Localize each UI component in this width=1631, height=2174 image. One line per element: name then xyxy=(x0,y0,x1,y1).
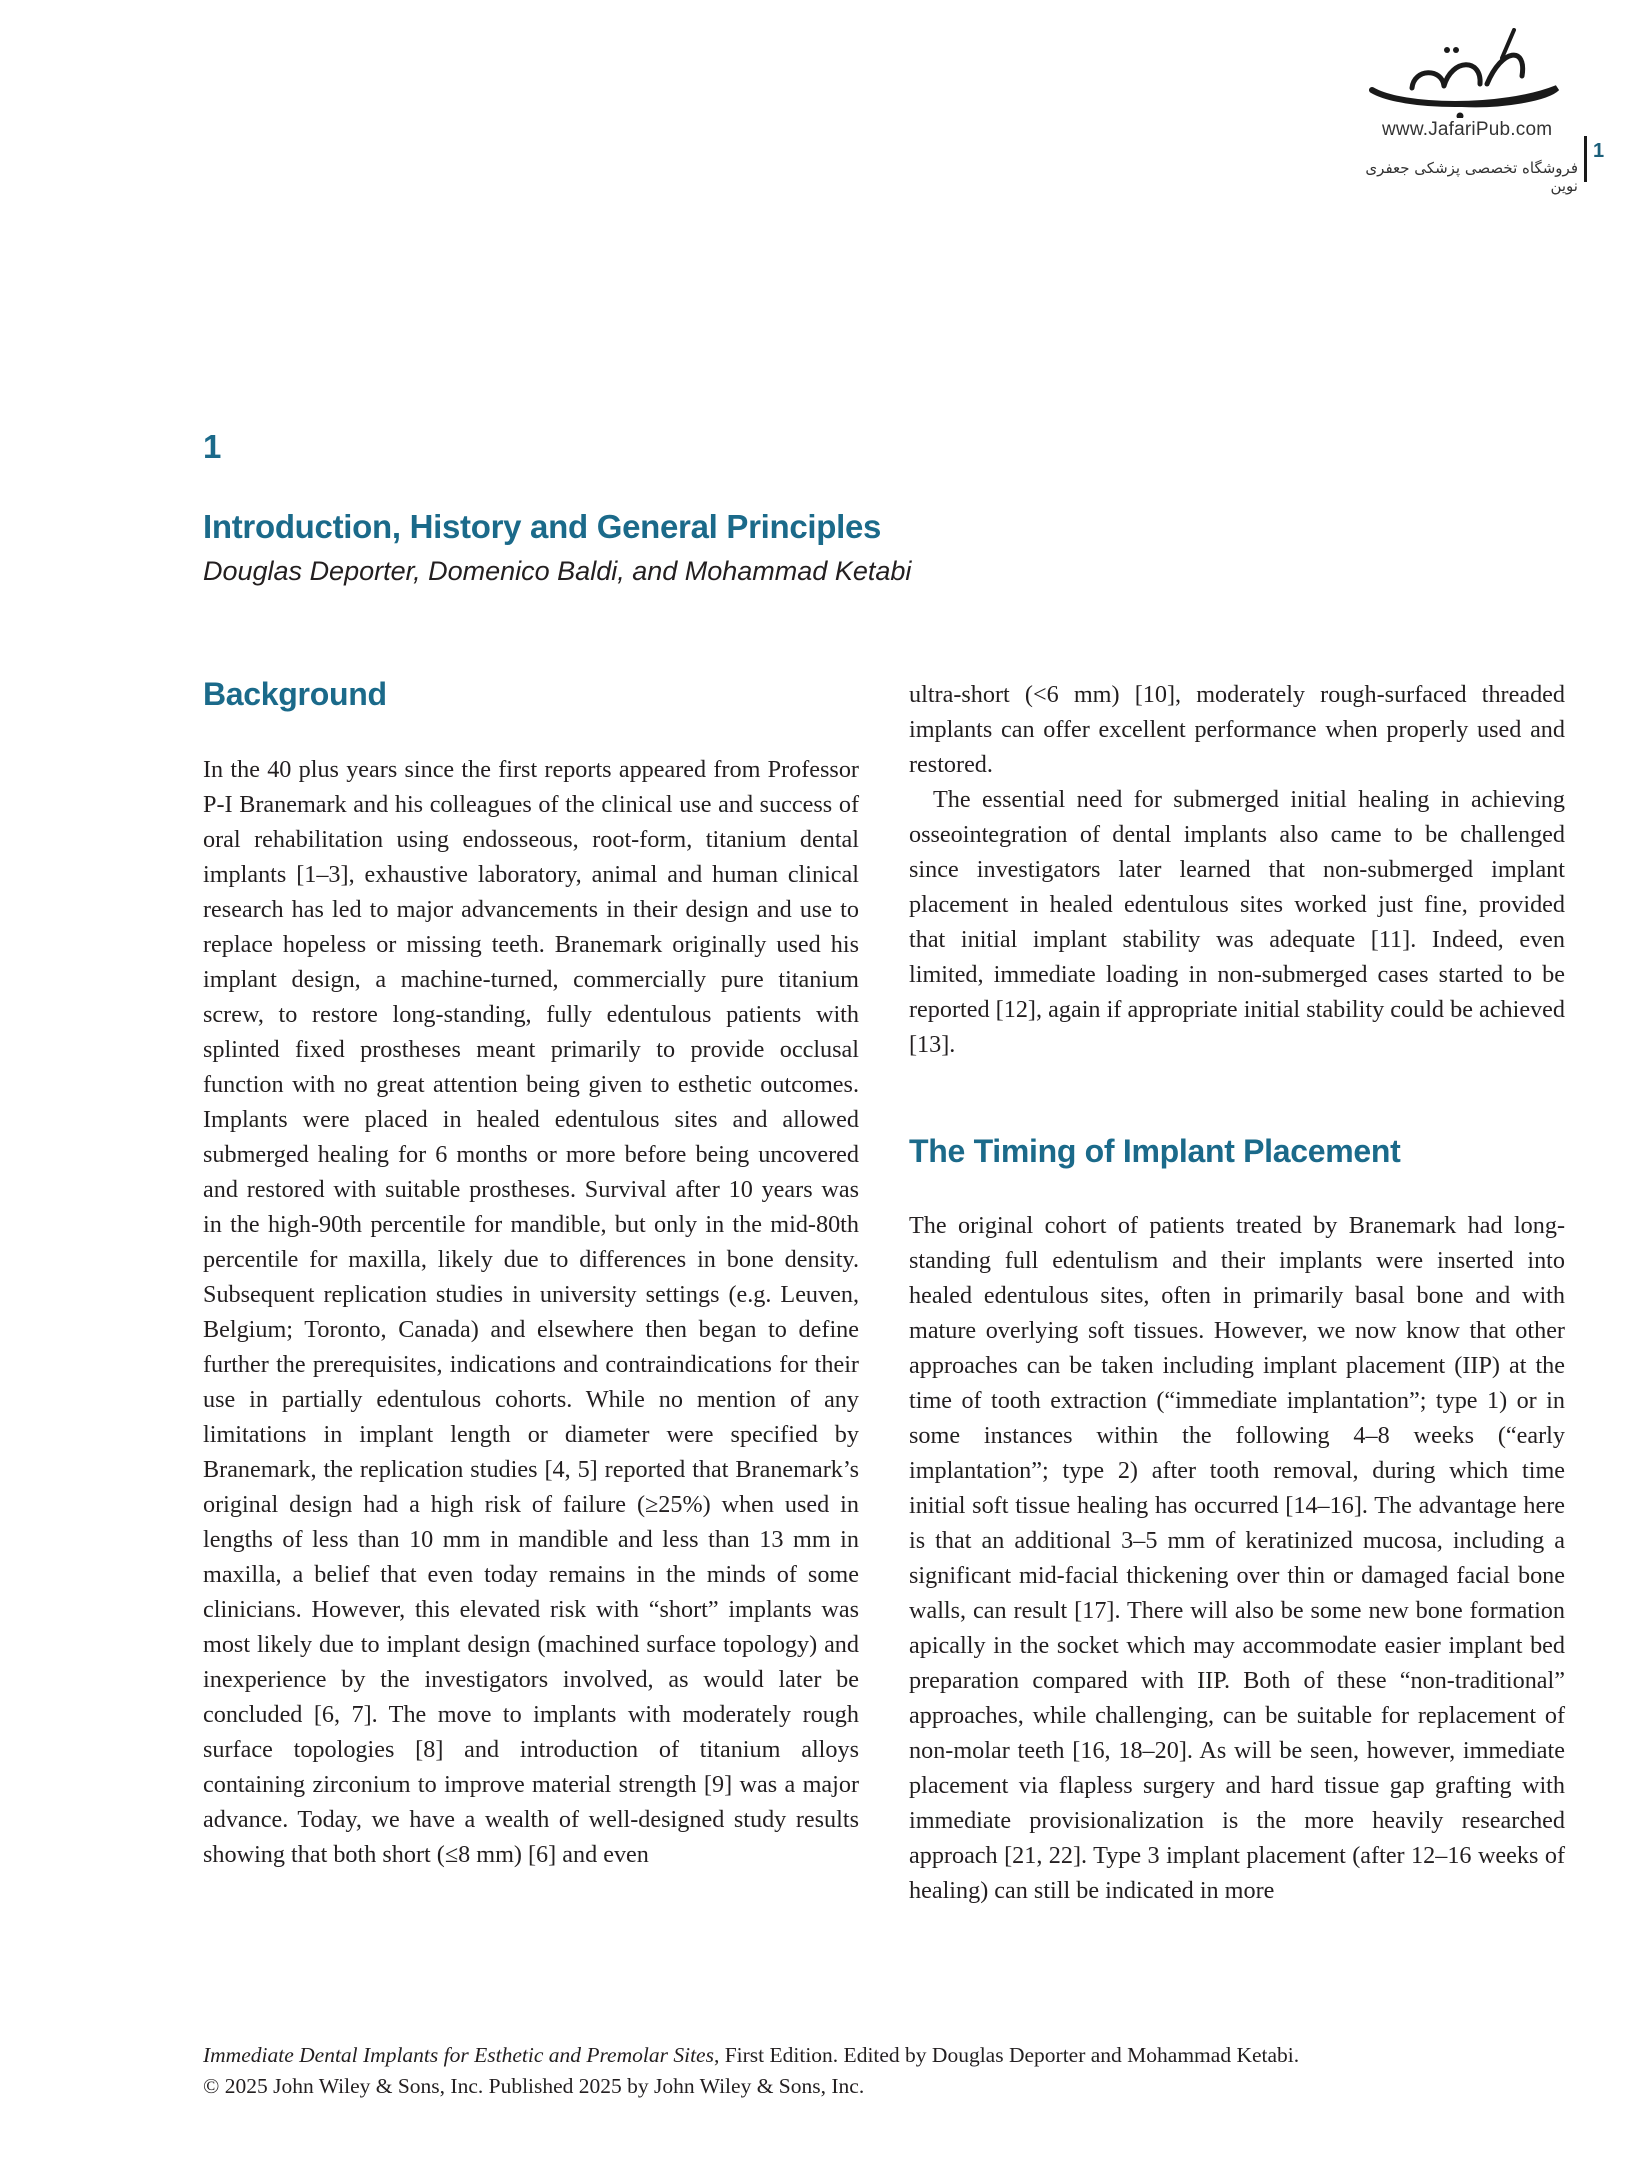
footer-line-1 xyxy=(203,2040,1299,2071)
left-column xyxy=(203,752,859,1872)
section-heading-timing: The Timing of Implant Placement xyxy=(909,1133,1401,1169)
chapter-title: Introduction, History and General Principles xyxy=(203,508,882,545)
calligraphy-logo-icon xyxy=(1352,28,1580,118)
paragraph: The original cohort of patients treated by Branemark had long-standing full edentulism and their implants were inserted into healed edentulous sites, often in primarily basal bone and with mature overlying soft tissues. However, we now know that other approaches can be taken including implant placement (IIP) at the time of tooth extraction (“immediate implantation”; type 1) or in some instances within the following 4–8 weeks (“early implantation”; type 2) after tooth removal, during which time initial soft tissue healing has occurred [14–16]. The advantage here is that an additional 3–5 mm of keratinized mucosa, including a significant mid-facial thickening over thin or damaged facial bone walls, can result [17]. There will also be some new bone formation apically in the socket which may accommodate easier implant bed preparation compared with IIP. Both of these “non-traditional” approaches, while challenging, can be suitable for replacement of non-molar teeth [16, 18–20]. As will be seen, however, immediate placement via flapless surgery and hard tissue gap grafting with immediate provisionalization is the more heavily researched approach [21, 22]. Type 3 implant placement (after 12–16 weeks of healing) can still be indicated in more xyxy=(909,1212,1565,1904)
footer-citation xyxy=(203,2040,1299,2102)
logo-persian-text: فروشگاه تخصصی پزشکی جعفری نوین xyxy=(1365,159,1578,195)
paragraph: In the 40 plus years since the first reports appeared from Professor P-I Branemark and his colleagues of the clinical use and success of oral rehabilitation using endosseous, root-form, titanium dental implants [1–3], exhaustive laboratory, animal and human clinical research has led to major advancements in their design and use to replace hopeless or missing teeth. Branemark originally used his implant design, a machine-turned, commercially pure titanium screw, to restore long-standing, fully edentulous patients with splinted fixed prostheses meant primarily to provide occlusal function with no great attention being given to esthetic outcomes. Implants were placed in healed edentulous sites and allowed submerged healing for 6 months or more before being uncovered and restored with suitable prostheses. Survival after 10 years was in the high-90th percentile for mandible, but only in the mid-80th percentile for maxilla, likely due to differences in bone density. Subsequent replication studies in university settings (e.g. Leuven, Belgium; Toronto, Canada) and elsewhere then began to define further the prerequisites, indications and contraindications for their use in partially edentulous cohorts. While no mention of any limitations in implant length or diameter were specified by Branemark, the replication studies [4, 5] reported that Branemark’s original design had a high risk of failure (≥25%) when used in lengths of less than 10 mm in mandible and less than 13 mm in maxilla, a belief that even today remains in the minds of some clinicians. However, this elevated risk with “short” implants was most likely due to implant design (machined surface topology) and inexperience by the investigators involved, as would later be concluded [6, 7]. The move to implants with moderately rough surface topologies [8] and introduction of titanium alloys containing zirconium to improve material strength [9] was a major advance. Today, we have a wealth of well-designed study results showing that both short (≤8 mm) [6] and even xyxy=(203,756,859,1868)
book-title: Immediate Dental Implants for Esthetic and Premolar Sites xyxy=(203,2043,714,2067)
chapter-authors: Douglas Deporter, Domenico Baldi, and Mohammad Ketabi xyxy=(203,556,912,586)
page-number-rule xyxy=(1584,136,1587,182)
section-heading-background: Background xyxy=(203,676,387,712)
paragraph: The essential need for submerged initial healing in achieving osseointegration of dental implants also came to be challenged since investigators later learned that non-submerged implant placement in healed edentulous sites worked just fine, provided that initial implant stability was adequate [11]. Indeed, even limited, immediate loading in non-submerged cases started to be reported [12], again if appropriate initial stability could be achieved [13]. xyxy=(909,786,1565,1058)
copyright-line: © 2025 John Wiley & Sons, Inc. Published 2025 by John Wiley & Sons, Inc. xyxy=(203,2074,865,2098)
right-column-bottom xyxy=(909,1208,1565,1908)
edition-note: , First Edition. Edited by Douglas Deporter and Mohammad Ketabi. xyxy=(713,2043,1300,2067)
chapter-number: 1 xyxy=(203,428,222,465)
page-number: 1 xyxy=(1593,140,1605,162)
logo-url: www.JafariPub.com xyxy=(1382,119,1553,140)
right-column-top xyxy=(909,677,1565,1062)
paragraph: ultra-short (<6 mm) [10], moderately rough-surfaced threaded implants can offer excellent performance when properly used and restored. xyxy=(909,681,1565,778)
